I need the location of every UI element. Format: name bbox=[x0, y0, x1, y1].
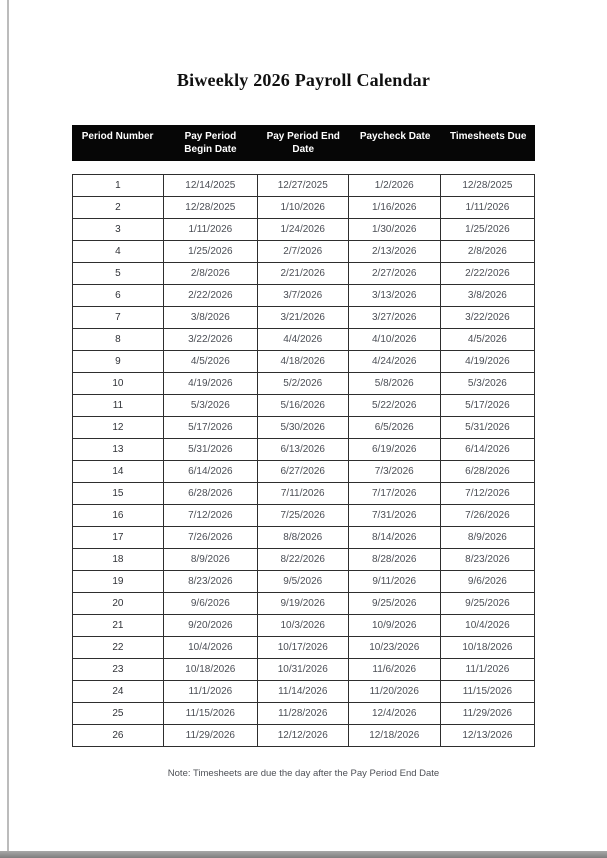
period-number-cell: 26 bbox=[73, 725, 164, 746]
date-cell: 3/22/2026 bbox=[164, 329, 258, 350]
date-cell: 6/19/2026 bbox=[349, 439, 441, 460]
table-header-row bbox=[72, 125, 535, 161]
date-cell: 3/7/2026 bbox=[258, 285, 349, 306]
date-cell: 11/1/2026 bbox=[164, 681, 258, 702]
period-number-cell: 7 bbox=[73, 307, 164, 328]
table-row bbox=[73, 549, 534, 571]
date-cell: 5/31/2026 bbox=[164, 439, 258, 460]
table-row bbox=[73, 703, 534, 725]
date-cell: 3/8/2026 bbox=[164, 307, 258, 328]
date-cell: 10/4/2026 bbox=[465, 620, 510, 631]
date-cell: 1/10/2026 bbox=[258, 197, 349, 218]
table-row bbox=[73, 483, 534, 505]
date-cell: 4/4/2026 bbox=[258, 329, 349, 350]
column-header: Paycheck Date bbox=[359, 131, 431, 142]
date-cell: 7/26/2026 bbox=[465, 510, 510, 521]
period-number-cell: 15 bbox=[73, 483, 164, 504]
date-cell: 4/19/2026 bbox=[465, 356, 510, 367]
date-cell: 6/14/2026 bbox=[465, 444, 510, 455]
date-cell: 6/27/2026 bbox=[258, 461, 349, 482]
table-row bbox=[73, 175, 534, 197]
date-cell: 11/14/2026 bbox=[258, 681, 349, 702]
table-row bbox=[73, 505, 534, 527]
table-row bbox=[73, 307, 534, 329]
table-row bbox=[73, 219, 534, 241]
page-title: Biweekly 2026 Payroll Calendar bbox=[176, 70, 431, 90]
date-cell: 10/18/2026 bbox=[462, 642, 513, 653]
date-cell: 9/6/2026 bbox=[467, 576, 507, 587]
date-cell: 7/12/2026 bbox=[164, 505, 258, 526]
table-row bbox=[73, 285, 534, 307]
date-cell: 10/4/2026 bbox=[164, 637, 258, 658]
date-cell: 6/5/2026 bbox=[349, 417, 441, 438]
period-number-cell: 11 bbox=[73, 395, 164, 416]
date-cell: 8/9/2026 bbox=[467, 532, 507, 543]
date-cell: 1/25/2026 bbox=[465, 224, 510, 235]
date-cell: 11/29/2026 bbox=[462, 708, 513, 719]
table-row bbox=[73, 659, 534, 681]
date-cell: 12/28/2025 bbox=[164, 197, 258, 218]
table-row bbox=[73, 417, 534, 439]
period-number-cell: 1 bbox=[73, 175, 164, 196]
date-cell: 8/8/2026 bbox=[258, 527, 349, 548]
date-cell: 10/9/2026 bbox=[349, 615, 441, 636]
date-cell: 3/13/2026 bbox=[349, 285, 441, 306]
date-cell: 11/20/2026 bbox=[349, 681, 441, 702]
date-cell: 7/26/2026 bbox=[164, 527, 258, 548]
period-number-cell: 9 bbox=[73, 351, 164, 372]
period-number-cell: 4 bbox=[73, 241, 164, 262]
column-header: Period Number bbox=[81, 131, 154, 142]
date-cell: 1/30/2026 bbox=[349, 219, 441, 240]
date-cell: 4/5/2026 bbox=[164, 351, 258, 372]
table-row bbox=[73, 395, 534, 417]
date-cell: 11/15/2026 bbox=[164, 703, 258, 724]
period-number-cell: 23 bbox=[73, 659, 164, 680]
date-cell: 8/28/2026 bbox=[349, 549, 441, 570]
date-cell: 12/12/2026 bbox=[258, 725, 349, 746]
date-cell: 6/14/2026 bbox=[164, 461, 258, 482]
date-cell: 12/14/2025 bbox=[164, 175, 258, 196]
page-bottom-edge bbox=[0, 851, 607, 858]
period-number-cell: 20 bbox=[73, 593, 164, 614]
date-cell: 8/9/2026 bbox=[164, 549, 258, 570]
period-number-cell: 13 bbox=[73, 439, 164, 460]
date-cell: 3/22/2026 bbox=[465, 312, 510, 323]
table-row bbox=[73, 373, 534, 395]
date-cell: 5/17/2026 bbox=[465, 400, 510, 411]
period-number-cell: 10 bbox=[73, 373, 164, 394]
date-cell: 9/25/2026 bbox=[465, 598, 510, 609]
date-cell: 1/25/2026 bbox=[164, 241, 258, 262]
period-number-cell: 14 bbox=[73, 461, 164, 482]
date-cell: 6/13/2026 bbox=[258, 439, 349, 460]
date-cell: 7/11/2026 bbox=[258, 483, 349, 504]
period-number-cell: 21 bbox=[73, 615, 164, 636]
date-cell: 5/8/2026 bbox=[349, 373, 441, 394]
date-cell: 5/16/2026 bbox=[258, 395, 349, 416]
table-body bbox=[72, 174, 535, 747]
table-row bbox=[73, 461, 534, 483]
table-row bbox=[73, 197, 534, 219]
column-header: Pay Period Begin Date bbox=[184, 131, 237, 155]
date-cell: 5/22/2026 bbox=[349, 395, 441, 416]
date-cell: 5/17/2026 bbox=[164, 417, 258, 438]
date-cell: 11/1/2026 bbox=[465, 664, 510, 675]
date-cell: 9/19/2026 bbox=[258, 593, 349, 614]
date-cell: 5/3/2026 bbox=[467, 378, 507, 389]
date-cell: 5/30/2026 bbox=[258, 417, 349, 438]
date-cell: 10/17/2026 bbox=[258, 637, 349, 658]
date-cell: 2/27/2026 bbox=[349, 263, 441, 284]
period-number-cell: 2 bbox=[73, 197, 164, 218]
period-number-cell: 22 bbox=[73, 637, 164, 658]
date-cell: 10/23/2026 bbox=[349, 637, 441, 658]
column-header: Pay Period End Date bbox=[266, 131, 340, 155]
date-cell: 2/7/2026 bbox=[258, 241, 349, 262]
date-cell: 9/5/2026 bbox=[258, 571, 349, 592]
date-cell: 2/22/2026 bbox=[164, 285, 258, 306]
period-number-cell: 6 bbox=[73, 285, 164, 306]
footnote: Note: Timesheets are due the day after the Pay Period End Date bbox=[167, 768, 440, 779]
period-number-cell: 8 bbox=[73, 329, 164, 350]
date-cell: 8/22/2026 bbox=[258, 549, 349, 570]
table-row bbox=[73, 439, 534, 461]
date-cell: 4/19/2026 bbox=[164, 373, 258, 394]
date-cell: 12/27/2025 bbox=[258, 175, 349, 196]
payroll-calendar-table bbox=[72, 125, 535, 747]
date-cell: 12/28/2025 bbox=[462, 180, 513, 191]
date-cell: 7/25/2026 bbox=[258, 505, 349, 526]
date-cell: 3/27/2026 bbox=[349, 307, 441, 328]
table-row bbox=[73, 351, 534, 373]
date-cell: 4/10/2026 bbox=[349, 329, 441, 350]
period-number-cell: 18 bbox=[73, 549, 164, 570]
date-cell: 9/25/2026 bbox=[349, 593, 441, 614]
table-row bbox=[73, 263, 534, 285]
date-cell: 5/2/2026 bbox=[258, 373, 349, 394]
date-cell: 9/11/2026 bbox=[349, 571, 441, 592]
table-row bbox=[73, 637, 534, 659]
date-cell: 10/31/2026 bbox=[258, 659, 349, 680]
date-cell: 12/13/2026 bbox=[462, 730, 513, 741]
date-cell: 12/4/2026 bbox=[349, 703, 441, 724]
period-number-cell: 24 bbox=[73, 681, 164, 702]
date-cell: 7/3/2026 bbox=[349, 461, 441, 482]
date-cell: 5/3/2026 bbox=[164, 395, 258, 416]
date-cell: 5/31/2026 bbox=[465, 422, 510, 433]
period-number-cell: 19 bbox=[73, 571, 164, 592]
table-row bbox=[73, 329, 534, 351]
date-cell: 11/15/2026 bbox=[462, 686, 513, 697]
date-cell: 9/20/2026 bbox=[164, 615, 258, 636]
period-number-cell: 17 bbox=[73, 527, 164, 548]
date-cell: 1/24/2026 bbox=[258, 219, 349, 240]
table-row bbox=[73, 681, 534, 703]
date-cell: 7/31/2026 bbox=[349, 505, 441, 526]
table-row bbox=[73, 593, 534, 615]
date-cell: 4/18/2026 bbox=[258, 351, 349, 372]
date-cell: 2/22/2026 bbox=[465, 268, 510, 279]
date-cell: 2/13/2026 bbox=[349, 241, 441, 262]
date-cell: 1/16/2026 bbox=[349, 197, 441, 218]
date-cell: 8/23/2026 bbox=[465, 554, 510, 565]
date-cell: 10/18/2026 bbox=[164, 659, 258, 680]
page-left-edge-line bbox=[7, 0, 9, 852]
date-cell: 2/8/2026 bbox=[164, 263, 258, 284]
date-cell: 1/11/2026 bbox=[465, 202, 510, 213]
period-number-cell: 25 bbox=[73, 703, 164, 724]
period-number-cell: 12 bbox=[73, 417, 164, 438]
date-cell: 7/17/2026 bbox=[349, 483, 441, 504]
date-cell: 1/2/2026 bbox=[349, 175, 441, 196]
period-number-cell: 3 bbox=[73, 219, 164, 240]
table-row bbox=[73, 241, 534, 263]
table-row bbox=[73, 571, 534, 593]
column-header: Timesheets Due bbox=[449, 131, 527, 142]
date-cell: 6/28/2026 bbox=[164, 483, 258, 504]
date-cell: 4/5/2026 bbox=[467, 334, 507, 345]
date-cell: 8/23/2026 bbox=[164, 571, 258, 592]
table-row bbox=[73, 527, 534, 549]
table-row bbox=[73, 615, 534, 637]
date-cell: 4/24/2026 bbox=[349, 351, 441, 372]
date-cell: 10/3/2026 bbox=[258, 615, 349, 636]
date-cell: 11/6/2026 bbox=[349, 659, 441, 680]
period-number-cell: 16 bbox=[73, 505, 164, 526]
date-cell: 2/21/2026 bbox=[258, 263, 349, 284]
date-cell: 9/6/2026 bbox=[164, 593, 258, 614]
period-number-cell: 5 bbox=[73, 263, 164, 284]
date-cell: 2/8/2026 bbox=[467, 246, 507, 257]
date-cell: 1/11/2026 bbox=[164, 219, 258, 240]
date-cell: 6/28/2026 bbox=[465, 466, 510, 477]
date-cell: 12/18/2026 bbox=[349, 725, 441, 746]
date-cell: 8/14/2026 bbox=[349, 527, 441, 548]
date-cell: 11/28/2026 bbox=[258, 703, 349, 724]
date-cell: 11/29/2026 bbox=[164, 725, 258, 746]
table-row bbox=[73, 725, 534, 747]
date-cell: 3/8/2026 bbox=[467, 290, 507, 301]
date-cell: 7/12/2026 bbox=[465, 488, 510, 499]
date-cell: 3/21/2026 bbox=[258, 307, 349, 328]
